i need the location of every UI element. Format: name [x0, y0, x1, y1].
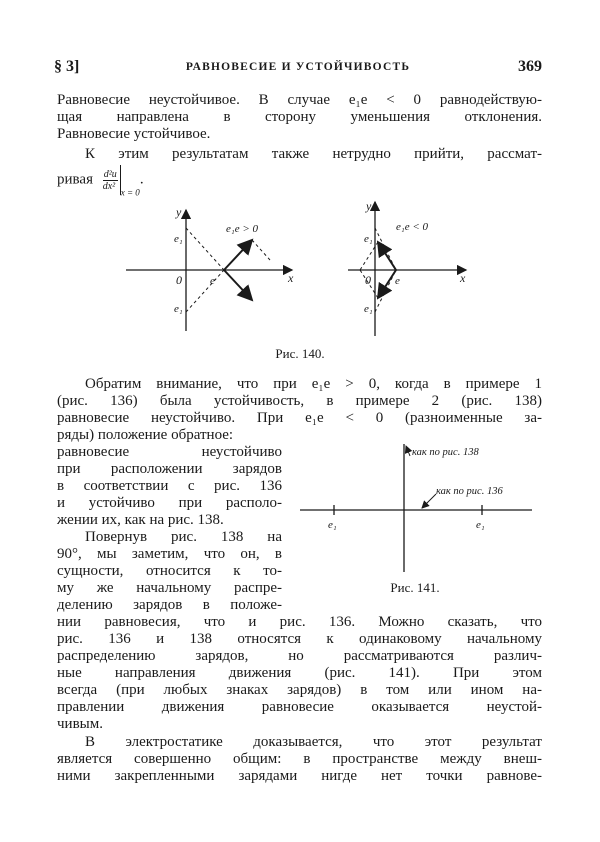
figure-141 [296, 438, 546, 578]
text-line: правлении движения равновесие оказывается неустой- [57, 699, 542, 715]
text-line: нии равновесия, что и рис. 136. Можно сказать, что [57, 614, 542, 630]
charge-e1-bottom-label: e₁ [364, 303, 373, 315]
text-line: ними закрепленными зарядами нигде нет точки равнове- [57, 768, 542, 784]
y-axis-label: y [176, 205, 182, 219]
text-line: рис. 136 и 138 относятся к одинаковому начальному [57, 631, 542, 647]
figure-141-caption: Рис. 141. [390, 580, 440, 595]
x-axis-label: x [288, 271, 294, 285]
paragraph-5 [57, 734, 542, 785]
text-line: жении их, как на рис. 138. [57, 512, 224, 528]
force-arrow [378, 242, 396, 270]
y-axis-label: y [366, 199, 372, 213]
figure-140-left-panel [126, 205, 294, 331]
fraction-numerator: d²u [103, 168, 117, 180]
figure-140 [110, 196, 490, 346]
text-line: распределению зарядов, но рассматриваются различ- [57, 648, 542, 664]
text-line: Равновесие неустойчивое. В случае e₁e < 0 равнодействую- [57, 92, 542, 108]
text-line: в соответствии с рис. 136 [57, 478, 282, 494]
running-title: РАВНОВЕСИЕ И УСТОЙЧИВОСТЬ [185, 61, 411, 73]
text-line: 90°, мы заметим, что он, в [57, 546, 282, 562]
vertical-direction-label: как по рис. 138 [412, 447, 479, 458]
second-derivative-fraction [103, 169, 118, 192]
text-line: равновесие неустойчиво. При e₁e < 0 (разноименные за- [57, 410, 542, 426]
horizontal-direction-label: как по рис. 136 [436, 486, 503, 497]
text-line: ные направления движения (рис. 141). При этом [57, 665, 542, 681]
charge-e1-top-label: e₁ [174, 233, 183, 245]
charge-e-label: e [395, 275, 400, 287]
pointer-arrow [406, 446, 410, 456]
text-line: К этим результатам также нетрудно прийти, рассмат- [85, 146, 542, 162]
text-line: щая направлена в сторону уменьшения отклонения. [57, 109, 542, 125]
paragraph-3 [57, 376, 542, 444]
text-fragment: ривая [57, 171, 93, 188]
dashed-line [186, 270, 224, 312]
text-line: и устойчиво при располо- [57, 495, 282, 511]
text-line: делению зарядов в положе- [57, 597, 282, 613]
paragraph-4 [57, 614, 542, 733]
text-line: всегда (при любых знаках зарядов) в том или ином на- [57, 682, 542, 698]
charge-e-label: e [210, 275, 215, 287]
figure-140-right-panel [348, 199, 466, 336]
paragraph-left-column [57, 444, 282, 614]
charge-e1-top-label: e₁ [364, 233, 373, 245]
section-number: § 3] [54, 58, 80, 75]
right-charge-label: e₁ [476, 519, 485, 531]
condition-label: e₁e < 0 [396, 221, 429, 233]
evaluation-subscript: x = 0 [120, 187, 140, 198]
paragraph-2 [57, 146, 542, 201]
text-line: Повернув рис. 138 на [85, 529, 282, 545]
x-axis-label: x [460, 271, 466, 285]
pointer-arrow [422, 494, 436, 508]
origin-label: 0 [365, 273, 371, 287]
page-number: 369 [518, 58, 542, 75]
text-line: Равновесие устойчивое. [57, 126, 211, 142]
dashed-line [186, 228, 224, 270]
running-header [54, 58, 542, 80]
text-line: является совершенно общим: в пространстве между внеш- [57, 751, 542, 767]
paragraph-1 [57, 92, 542, 143]
text-line: при расположении зарядов [57, 461, 282, 477]
text-line: му же начальному распре- [57, 580, 282, 596]
figure-140-caption: Рис. 140. [275, 346, 325, 361]
fraction-denominator: dx² [102, 180, 116, 192]
text-line: равновесие неустойчиво [57, 444, 282, 460]
condition-label: e₁e > 0 [226, 223, 259, 235]
text-line: (рис. 136) была устойчивость, в примере 2 (рис. 138) [57, 393, 542, 409]
text-line: Обратим внимание, что при e₁e > 0, когда в примере 1 [85, 376, 542, 392]
charge-e1-bottom-label: e₁ [174, 303, 183, 315]
left-charge-label: e₁ [328, 519, 337, 531]
text-line: В электростатике доказывается, что этот результат [85, 734, 542, 750]
text-line: ряды) положение обратное: [57, 427, 234, 443]
text-fragment: . [139, 171, 144, 188]
origin-label: 0 [176, 273, 182, 287]
force-arrow [224, 270, 252, 300]
dashed-line [252, 240, 270, 260]
text-line: чивым. [57, 716, 103, 732]
force-arrow [224, 240, 252, 270]
force-arrow [378, 270, 396, 298]
text-line: сущности, относится к то- [57, 563, 282, 579]
